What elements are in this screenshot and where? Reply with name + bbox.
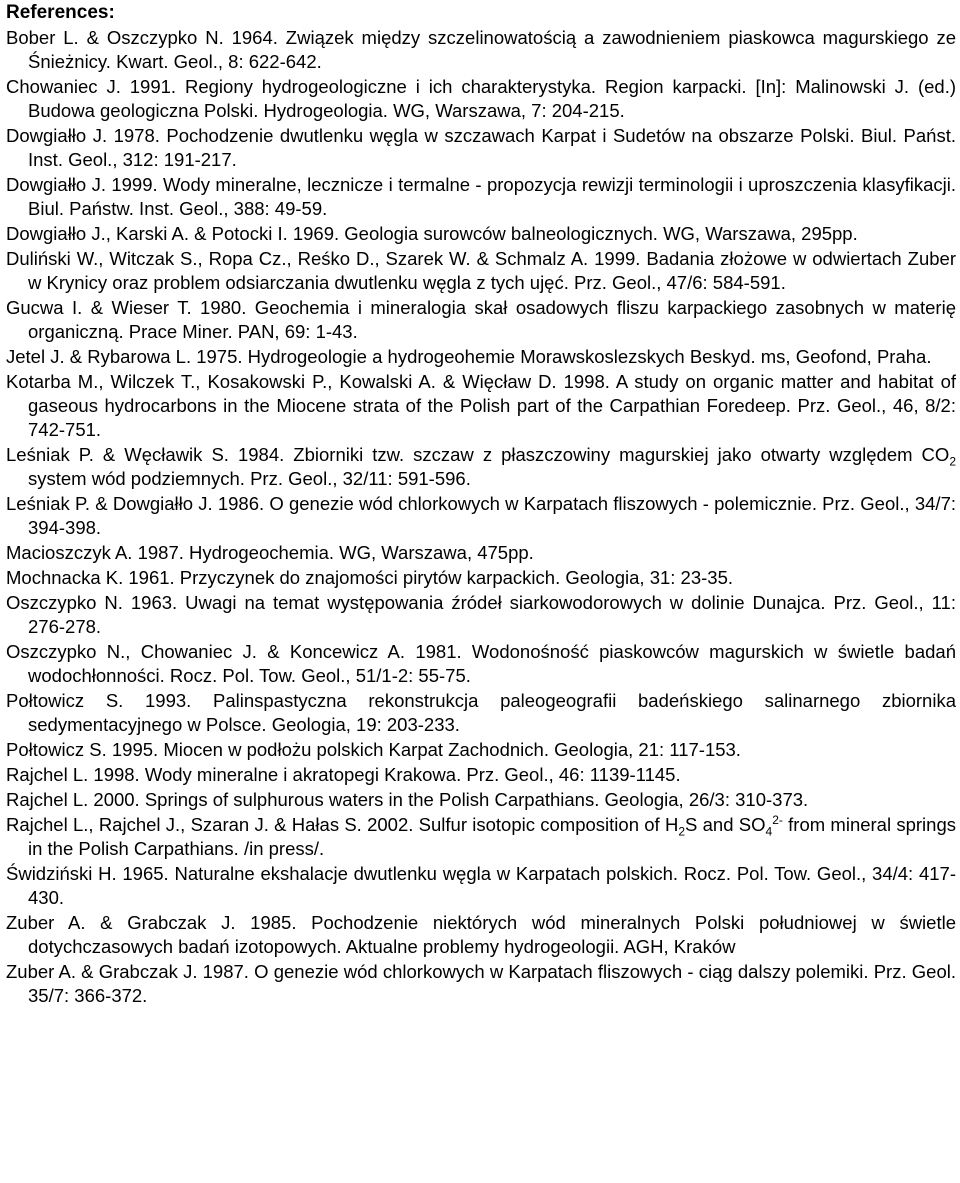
references-heading: References: (6, 2, 115, 23)
reference-entry: Mochnacka K. 1961. Przyczynek do znajomości pirytów karpackich. Geologia, 31: 23-35. (6, 567, 734, 588)
reference-entry: Zuber A. & Grabczak J. 1987. O genezie wód chlorkowych w Karpatach fliszowych - ciąg dalszy polemiki. Prz. Geol. 35/7: 366-372. (6, 961, 956, 1006)
reference-text: system wód podziemnych. Prz. Geol., 32/11: 591-596. (28, 468, 471, 489)
reference-text: Rajchel L., Rajchel J., Szaran J. & Hałas S. 2002. Sulfur isotopic composition of H (6, 814, 679, 835)
reference-entry: Dowgiałło J., Karski A. & Potocki I. 1969. Geologia surowców balneologicznych. WG, Warszawa, 295pp. (6, 223, 858, 244)
reference-entry: Oszczypko N., Chowaniec J. & Koncewicz A. 1981. Wodonośność piaskowców magurskich w świetle badań wodochłonności. Rocz. Pol. Tow. Geol., 51/1-2: 55-75. (6, 641, 956, 686)
reference-entry: Kotarba M., Wilczek T., Kosakowski P., Kowalski A. & Więcław D. 1998. A study on organic matter and habitat of gaseous hydrocarbons in the Miocene strata of the Polish part of the Carpathian Foredeep. Prz. Geol., 46, 8/2: 742-751. (6, 371, 956, 440)
reference-list (6, 26, 956, 1008)
superscript: 2- (772, 812, 783, 827)
subscript: 2 (678, 824, 686, 839)
subscript: 4 (765, 824, 773, 839)
reference-entry: Leśniak P. & Dowgiałło J. 1986. O genezie wód chlorkowych w Karpatach fliszowych - polemicznie. Prz. Geol., 34/7: 394-398. (6, 493, 956, 538)
reference-entry: Zuber A. & Grabczak J. 1985. Pochodzenie niektórych wód mineralnych Polski południowej w świetle dotychczasowych badań izotopowych. Aktualne problemy hydrogeologii. AGH, Kraków (6, 912, 956, 957)
reference-entry: Gucwa I. & Wieser T. 1980. Geochemia i mineralogia skał osadowych fliszu karpackiego zasobnych w materię organiczną. Prace Miner. PAN, 69: 1-43. (6, 297, 956, 342)
reference-text: S and SO (685, 814, 766, 835)
reference-entry: Świdziński H. 1965. Naturalne ekshalacje dwutlenku węgla w Karpatach polskich. Rocz. Pol. Tow. Geol., 34/4: 417-430. (6, 863, 956, 908)
reference-entry: Oszczypko N. 1963. Uwagi na temat występowania źródeł siarkowodorowych w dolinie Dunajca. Prz. Geol., 11: 276-278. (6, 592, 956, 637)
reference-entry: Jetel J. & Rybarowa L. 1975. Hydrogeologie a hydrogeohemie Morawskoslezskych Beskyd. ms, Geofond, Praha. (6, 346, 932, 367)
reference-entry: Bober L. & Oszczypko N. 1964. Związek między szczelinowatością a zawodnieniem piaskowca magurskiego ze Śnieżnicy. Kwart. Geol., 8: 622-642. (6, 27, 956, 72)
reference-entry: Rajchel L. 2000. Springs of sulphurous waters in the Polish Carpathians. Geologia, 26/3: 310-373. (6, 789, 809, 810)
reference-entry: Duliński W., Witczak S., Ropa Cz., Reśko D., Szarek W. & Schmalz A. 1999. Badania złożowe w odwiertach Zuber w Krynicy oraz problem odsiarczania dwutlenku węgla z tych ujęć. Prz. Geol., 47/6: 584-591. (6, 248, 956, 293)
reference-entry (6, 443, 956, 491)
subscript: 2 (949, 454, 956, 469)
reference-entry: Rajchel L. 1998. Wody mineralne i akratopegi Krakowa. Prz. Geol., 46: 1139-1145. (6, 764, 681, 785)
reference-text: Leśniak P. & Węcławik S. 1984. Zbiorniki tzw. szczaw z płaszczowiny magurskiej jako otwarty względem CO (6, 444, 950, 465)
reference-entry (6, 813, 956, 861)
reference-text: from mineral springs in the Polish Carpathians. /in press/. (28, 814, 956, 859)
reference-entry: Macioszczyk A. 1987. Hydrogeochemia. WG, Warszawa, 475pp. (6, 542, 534, 563)
reference-entry: Połtowicz S. 1993. Palinspastyczna rekonstrukcja paleogeografii badeńskiego salinarnego zbiornika sedymentacyjnego w Polsce. Geologia, 19: 203-233. (6, 690, 956, 735)
reference-entry: Chowaniec J. 1991. Regiony hydrogeologiczne i ich charakterystyka. Region karpacki. [In]: Malinowski J. (ed.) Budowa geologiczna Polski. Hydrogeologia. WG, Warszawa, 7: 204-215. (6, 76, 956, 121)
reference-entry: Połtowicz S. 1995. Miocen w podłożu polskich Karpat Zachodnich. Geologia, 21: 117-153. (6, 739, 741, 760)
reference-entry: Dowgiałło J. 1978. Pochodzenie dwutlenku węgla w szczawach Karpat i Sudetów na obszarze Polski. Biul. Państ. Inst. Geol., 312: 191-217. (6, 125, 956, 170)
reference-entry: Dowgiałło J. 1999. Wody mineralne, lecznicze i termalne - propozycja rewizji terminologii i uproszczenia klasyfikacji. Biul. Państw. Inst. Geol., 388: 49-59. (6, 174, 956, 219)
